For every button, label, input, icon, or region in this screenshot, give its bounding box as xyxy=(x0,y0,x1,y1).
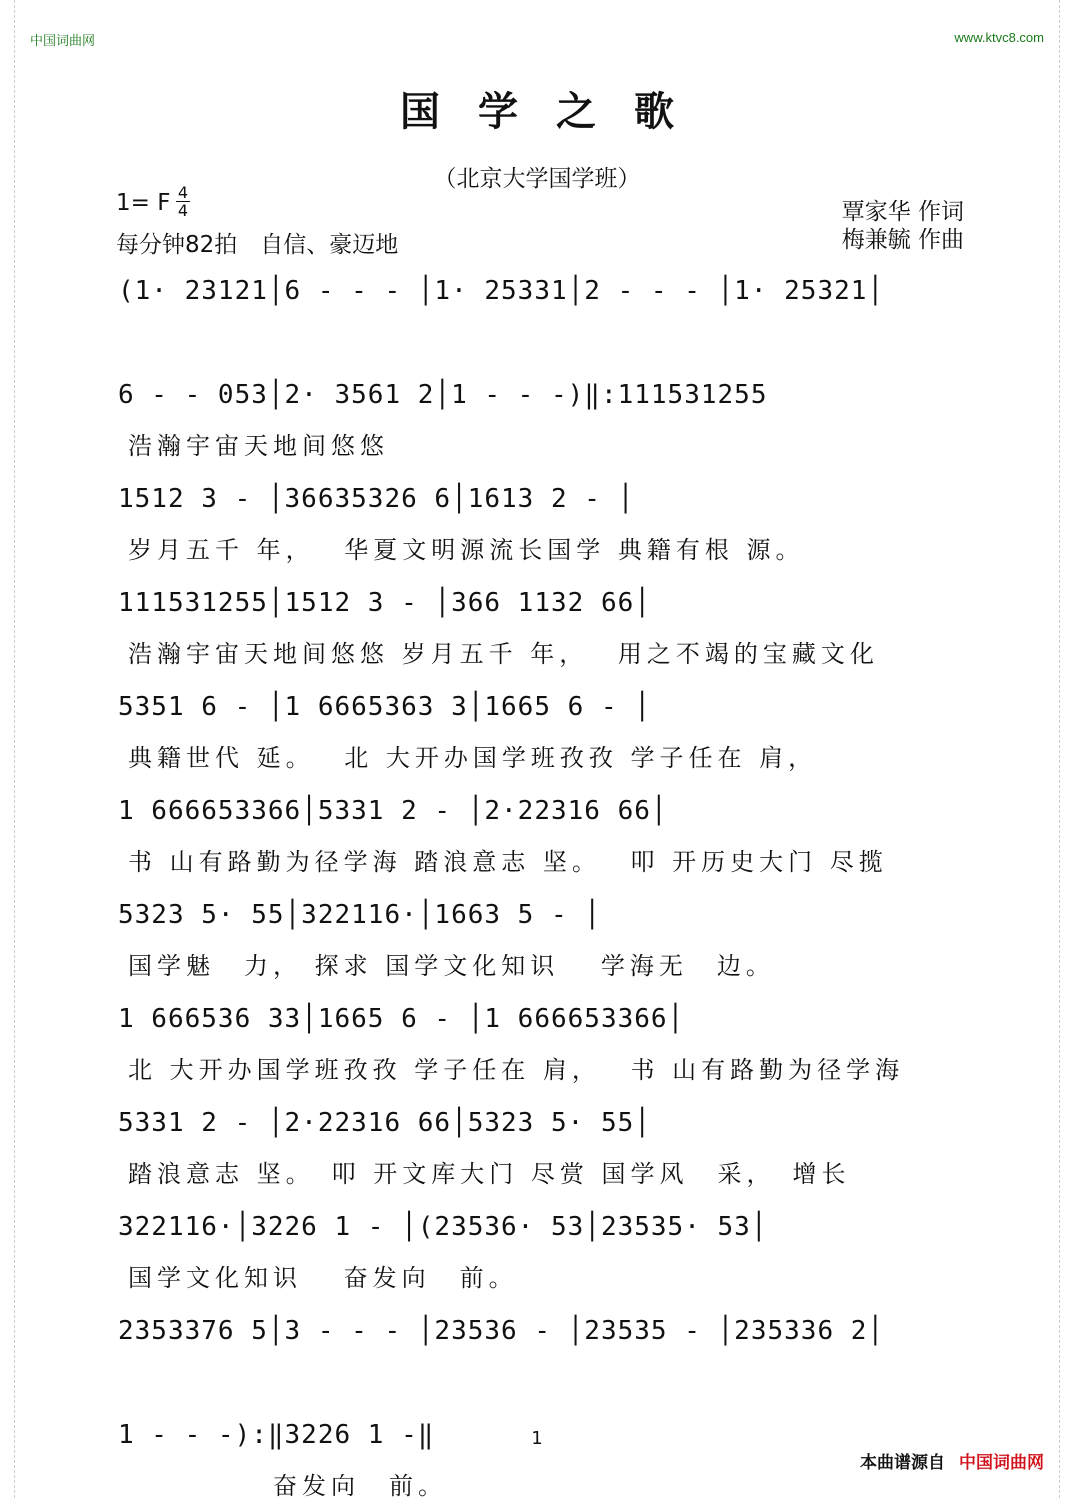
lyric-line: 岁月五千 年， 华夏文明源流长国学 典籍有根 源。 xyxy=(128,536,805,564)
notation-line: 1512 3 - │36635326 6│1613 2 - │ xyxy=(118,484,635,514)
page-number: 1 xyxy=(531,1428,543,1449)
notation-line: 1 666653366│5331 2 - │2·22316 66│ xyxy=(118,796,668,826)
key-signature: 1= F xyxy=(116,190,171,216)
notation-line: 1 666536 33│1665 6 - │1 666653366│ xyxy=(118,1004,685,1034)
notation-line: 5331 2 - │2·22316 66│5323 5· 55│ xyxy=(118,1108,651,1138)
lyricist-credit: 覃家华 作词 xyxy=(841,199,964,225)
time-signature-top: 4 xyxy=(177,183,189,202)
notation-line: 111531255│1512 3 - │366 1132 66│ xyxy=(118,588,651,618)
site-url-right[interactable]: www.ktvc8.com xyxy=(954,30,1044,45)
site-name-left[interactable]: 中国词曲网 xyxy=(30,33,96,48)
notation-line: 1 - - -):‖3226 1 -‖ xyxy=(118,1420,435,1450)
lyric-line: 国学文化知识 奋发向 前。 xyxy=(128,1264,518,1292)
tempo-marking: 每分钟82拍 自信、豪迈地 xyxy=(116,232,399,258)
notation-line: (1· 23121│6 - - - │1· 25331│2 - - - │1· 25321│ xyxy=(118,276,885,306)
notation-line: 2353376 5│3 - - - │23536 - │23535 - │235336 2│ xyxy=(118,1316,885,1346)
notation-line: 322116·│3226 1 - │(23536· 53│23535· 53│ xyxy=(118,1212,768,1242)
song-subtitle: （北京大学国学班） xyxy=(433,166,641,192)
notation-line: 5323 5· 55│322116·│1663 5 - │ xyxy=(118,900,601,930)
lyric-line: 国学魅 力， 探求 国学文化知识 学海无 边。 xyxy=(128,952,775,980)
source-note xyxy=(860,1448,1044,1473)
left-watermark-strip xyxy=(0,0,15,1498)
time-signature xyxy=(176,184,190,219)
source-label: 本曲谱源自 xyxy=(860,1453,945,1473)
lyric-line: 浩瀚宇宙天地间悠悠 xyxy=(128,432,389,460)
credits xyxy=(842,198,964,254)
source-brand[interactable]: 中国词曲网 xyxy=(959,1453,1044,1473)
lyric-line: 浩瀚宇宙天地间悠悠 岁月五千 年， 用之不竭的宝藏文化 xyxy=(128,640,879,668)
time-signature-bottom: 4 xyxy=(177,201,189,220)
lyric-line: 踏浪意志 坚。 叩 开文库大门 尽赏 国学风 采， 增长 xyxy=(128,1160,851,1188)
lyric-line: 奋发向 前。 xyxy=(128,1472,447,1500)
notation-line: 5351 6 - │1 6665363 3│1665 6 - │ xyxy=(118,692,651,722)
composer-credit: 梅兼毓 作曲 xyxy=(841,227,964,253)
right-watermark-strip xyxy=(1059,0,1074,1498)
song-title: 国学之歌 xyxy=(400,89,712,135)
notation-line: 6 - - 053│2· 3561 2│1 - - -)‖:111531255 xyxy=(118,380,768,410)
lyric-line: 书 山有路勤为径学海 踏浪意志 坚。 叩 开历史大门 尽揽 xyxy=(128,848,888,876)
lyric-line: 北 大开办国学班孜孜 学子任在 肩， 书 山有路勤为径学海 xyxy=(128,1056,905,1084)
lyric-line: 典籍世代 延。 北 大开办国学班孜孜 学子任在 肩， xyxy=(128,744,818,772)
